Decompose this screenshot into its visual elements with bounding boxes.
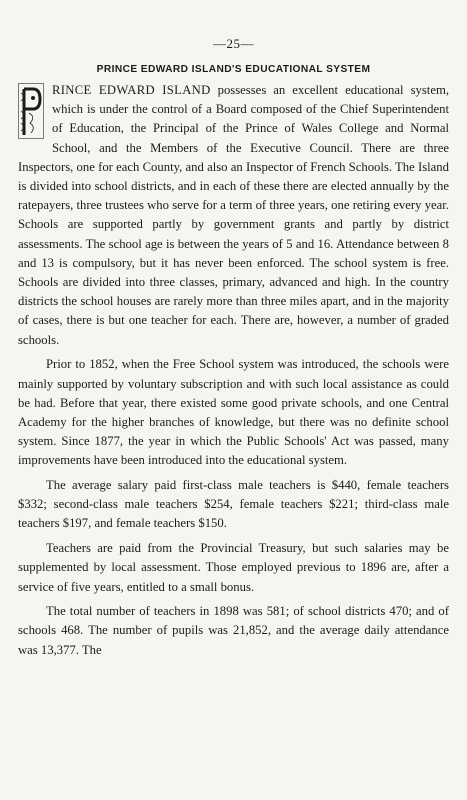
opening-words: RINCE EDWARD ISLAND	[52, 83, 211, 97]
ornamental-drop-cap-p-icon	[18, 83, 44, 139]
document-body	[18, 81, 449, 660]
page-number: —25—	[213, 36, 254, 51]
paragraph-4: Teachers are paid from the Provincial Treasury, but such salaries may be supplemented by local assessment. Those employed previous to 1896 are, after a service of five years, entitled to a small bonus.	[18, 541, 449, 594]
paragraph-1-text: possesses an excellent educational system, which is under the control of a Board composed of the Chief Superintendent of Education, the Principal of the Prince of Wales College and Normal School, and the Members of the Executive Council. There are three Inspectors, one for each County, and also an Inspector of French Schools. The Island is divided into school districts, and in each of these there are elected annually by the ratepayers, three trustees who serve for a term of three years, one retiring every year. Schools are supported partly by government grants and partly by district assessments. The school age is between the years of 5 and 16. Attendance between 8 and 13 is compulsory, but it has never been enforced. The school system is free. Schools are divided into three classes, primary, advanced and high. In the country districts the school houses are rarely more than three miles apart, and in the majority of cases, there is but one teacher for each. There are, however, a number of graded schools.	[18, 83, 449, 347]
paragraph-1	[18, 81, 449, 350]
paragraph-3: The average salary paid first-class male teachers is $440, female teachers $332; second-class male teachers $254, female teachers $221; third-class male teachers $197, and female teachers $150.	[18, 478, 449, 531]
paragraph-5: The total number of teachers in 1898 was 581; of school districts 470; and of schools 468. The number of pupils was 21,852, and the average daily attendance was 13,377. The	[18, 604, 449, 657]
paragraph-2: Prior to 1852, when the Free School system was introduced, the schools were mainly supported by voluntary subscription and with such local assistance as could be had. Before that year, there existed some good private schools, and one Central Academy for the higher branches of knowledge, but there was no definite school system. Since 1877, the year in which the Public Schools' Act was passed, many improvements have been introduced into the educational system.	[18, 357, 449, 468]
running-head: PRINCE EDWARD ISLAND'S EDUCATIONAL SYSTEM	[96, 64, 371, 75]
